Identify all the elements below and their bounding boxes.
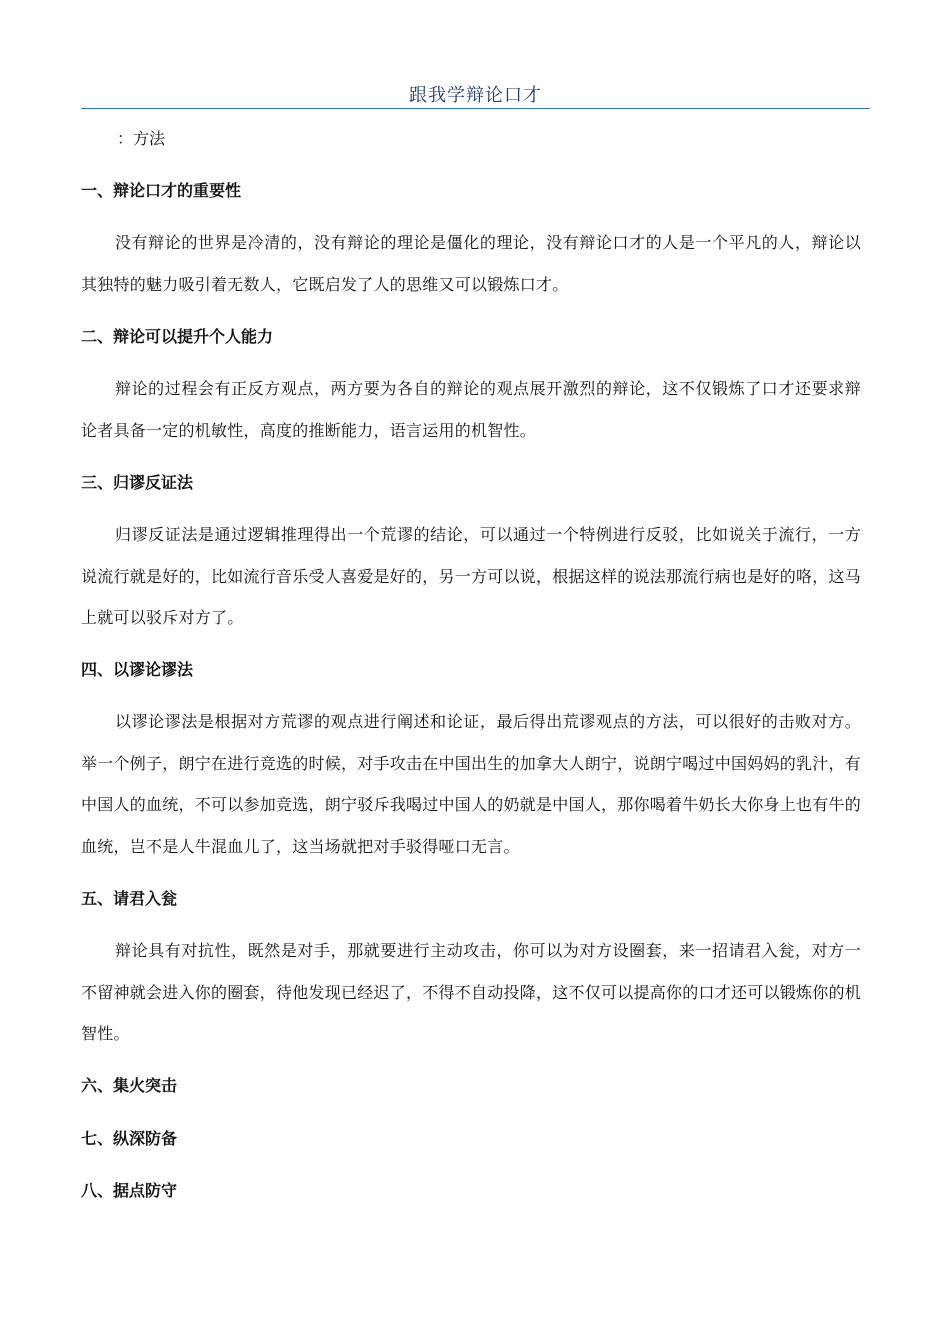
document-title: 跟我学辩论口才	[409, 85, 542, 106]
section-heading-2: 二、辩论可以提升个人能力	[81, 327, 274, 346]
section-heading-1: 一、辩论口才的重要性	[81, 181, 242, 200]
section-heading-4: 四、以谬论谬法	[81, 660, 194, 679]
section-body-3: 归谬反证法是通过逻辑推理得出一个荒谬的结论，可以通过一个特例进行反驳，比如说关于流行，一方说流行就是好的，比如流行音乐受人喜爱是好的，另一方可以说，根据这样的说法那流行病也是好的咯，这马上就可以驳斥对方了。	[81, 525, 862, 627]
section-heading-7: 七、纵深防备	[81, 1129, 178, 1148]
section-body-5: 辩论具有对抗性，既然是对手，那就要进行主动攻击，你可以为对方设圈套，来一招请君入瓮，对方一不留神就会进入你的圈套，待他发现已经迟了，不得不自动投降，这不仅可以提高你的口才还可以锻炼你的机智性。	[81, 941, 862, 1043]
section-body-4: 以谬论谬法是根据对方荒谬的观点进行阐述和论证，最后得出荒谬观点的方法，可以很好的击败对方。举一个例子，朗宁在进行竞选的时候，对手攻击在中国出生的加拿大人朗宁，说朗宁喝过中国妈妈的乳汁，有中国人的血统，不可以参加竞选，朗宁驳斥我喝过中国人的奶就是中国人，那你喝着牛奶长大你身上也有牛的血统，岂不是人牛混血儿了，这当场就把对手驳得哑口无言。	[81, 712, 862, 856]
section-heading-6: 六、集火突击	[81, 1076, 178, 1095]
section-body-1: 没有辩论的世界是冷清的，没有辩论的理论是僵化的理论，没有辩论口才的人是一个平凡的人，辩论以其独特的魅力吸引着无数人，它既启发了人的思维又可以锻炼口才。	[81, 233, 861, 294]
header-divider	[81, 108, 870, 109]
subtitle: ：方法	[117, 129, 166, 148]
section-heading-3: 三、归谬反证法	[81, 473, 194, 492]
section-body-2: 辩论的过程会有正反方观点，两方要为各自的辩论的观点展开激烈的辩论，这不仅锻炼了口才还要求辩论者具备一定的机敏性，高度的推断能力，语言运用的机智性。	[81, 379, 861, 440]
section-heading-5: 五、请君入瓮	[81, 889, 178, 908]
section-heading-8: 八、据点防守	[81, 1181, 178, 1200]
